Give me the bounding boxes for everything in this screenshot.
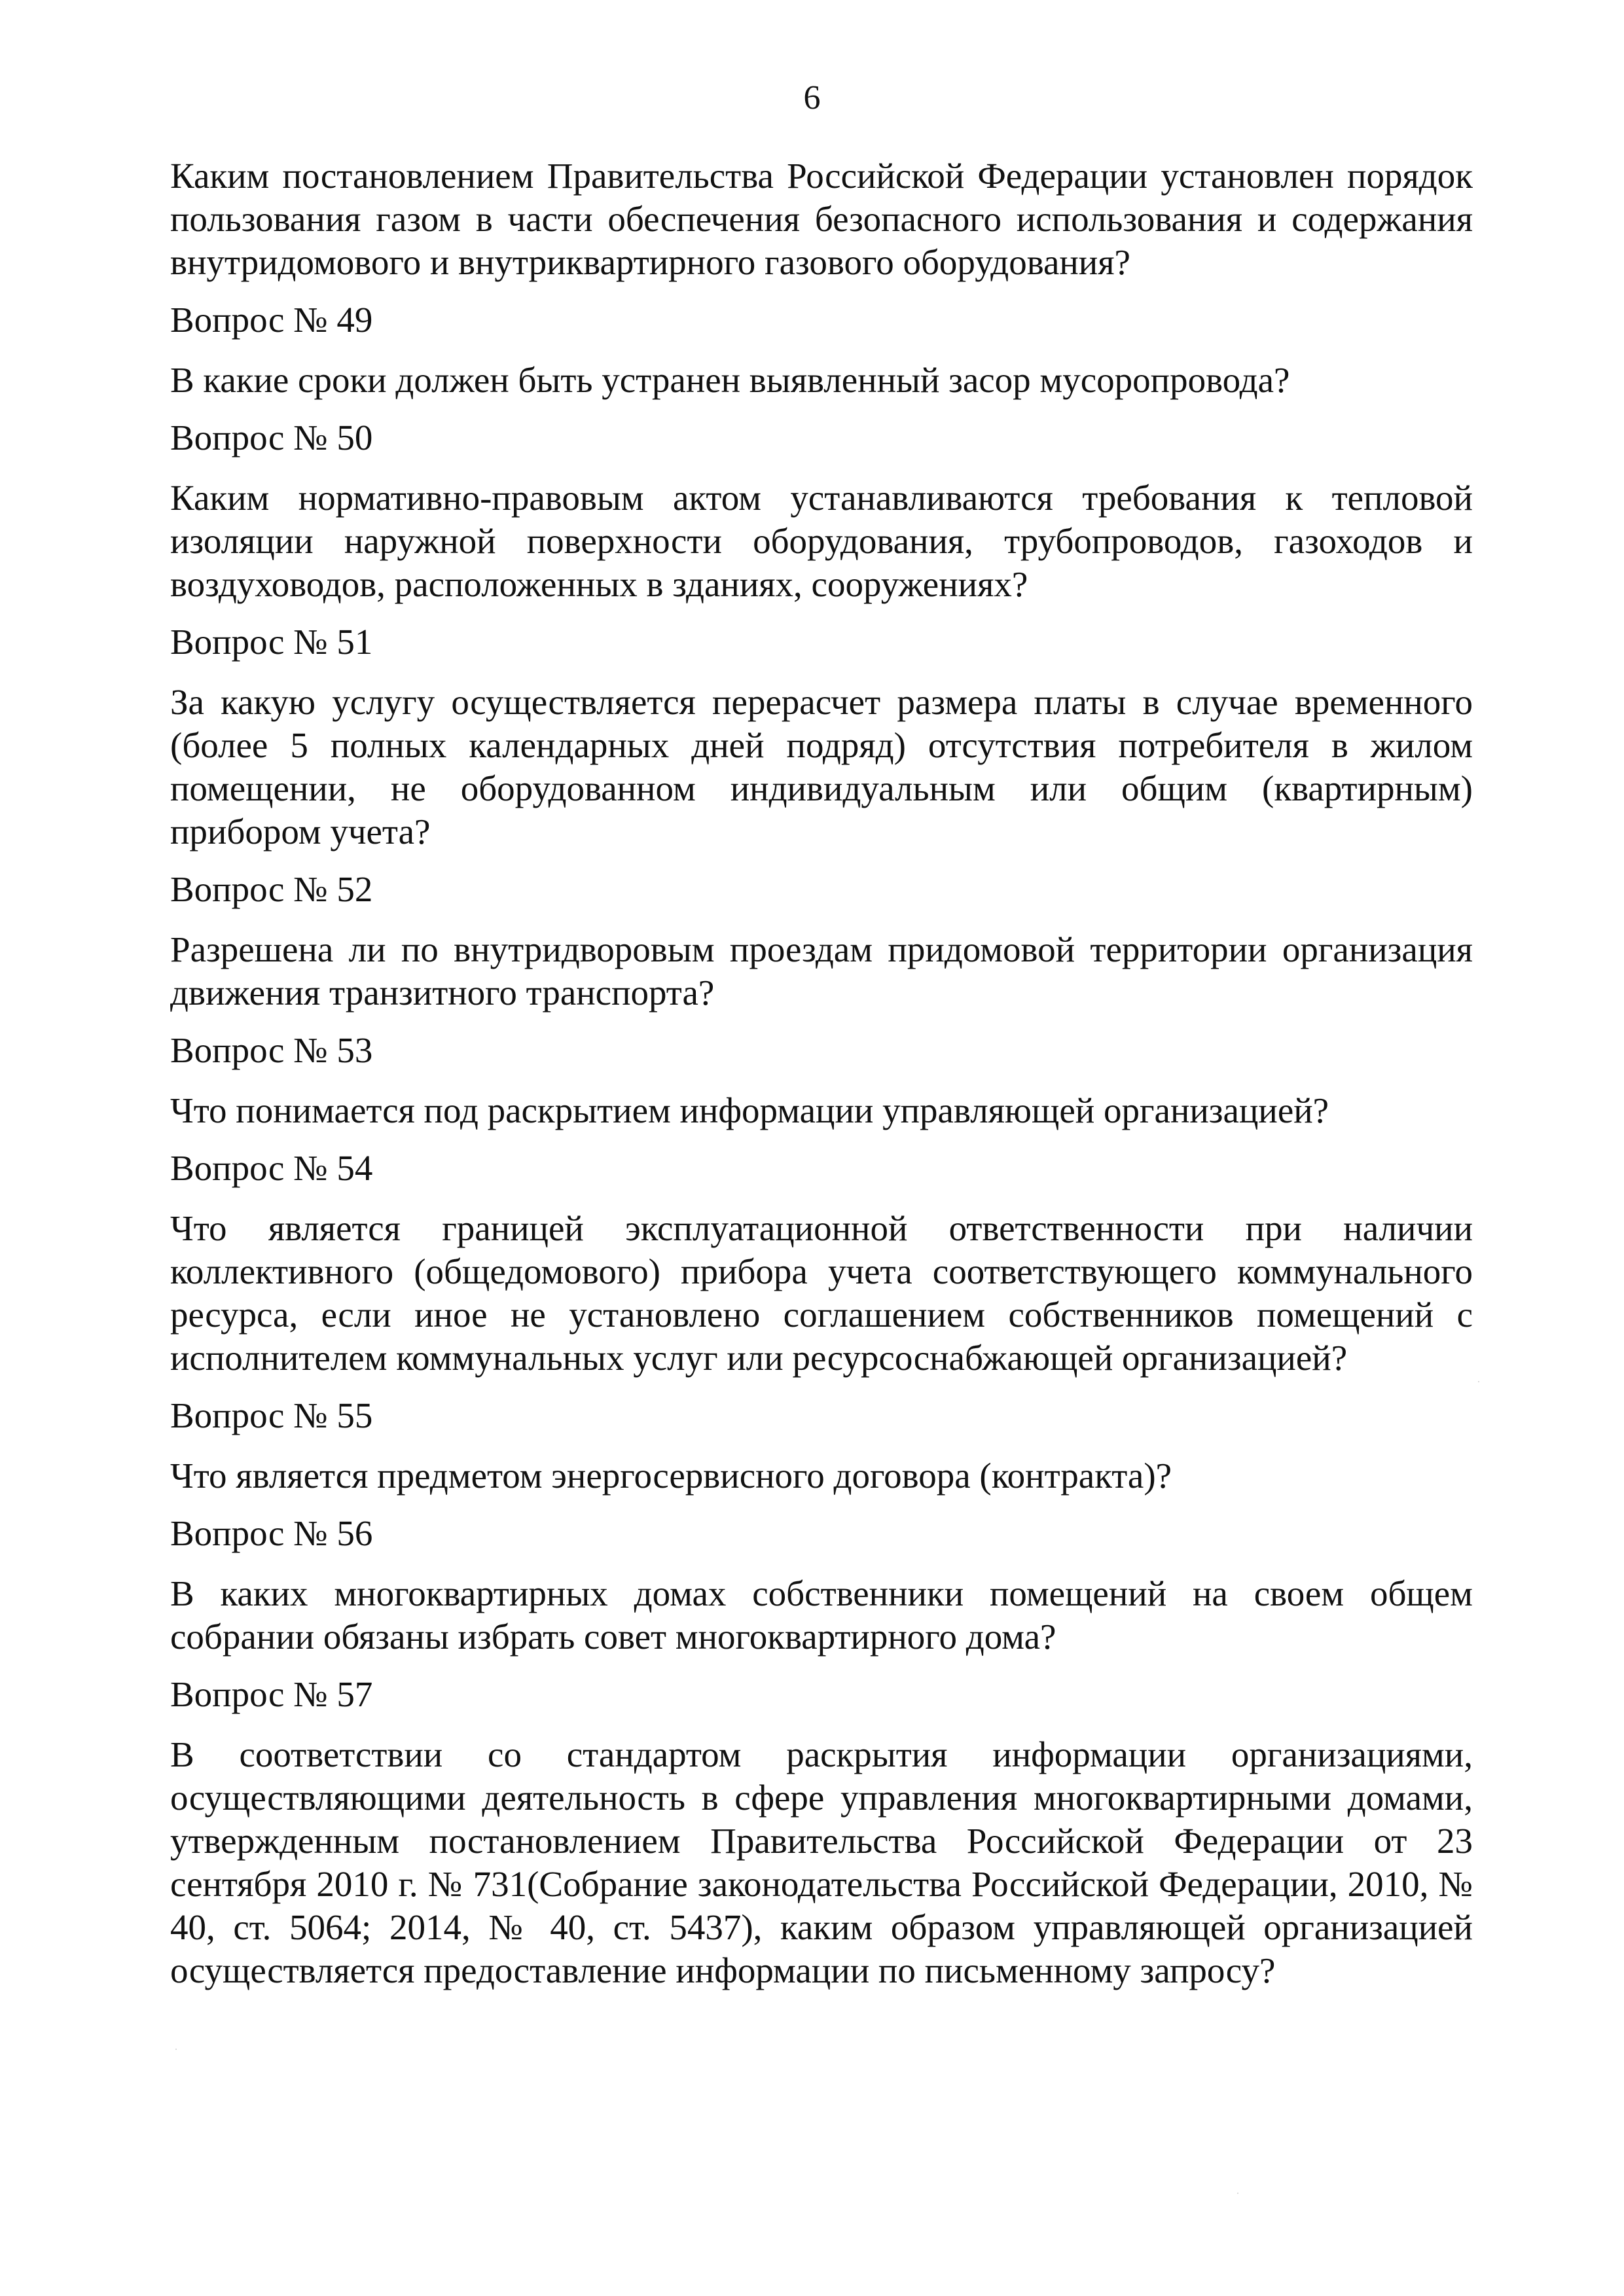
question-text: В какие сроки должен быть устранен выявленный засор мусоропровода? xyxy=(170,360,1290,400)
scan-speck xyxy=(1478,1381,1479,1382)
question-text: В каких многоквартирных домах собственники помещений на своем общем собрании обязаны избрать совет многоквартирного дома? xyxy=(170,1573,1473,1657)
question-label: Вопрос № 49 xyxy=(170,300,373,340)
question-label: Вопрос № 57 xyxy=(170,1674,373,1714)
question-label: Вопрос № 56 xyxy=(170,1513,373,1553)
question-label: Вопрос № 51 xyxy=(170,622,373,662)
question-text: Каким нормативно-правовым актом устанавливаются требования к тепловой изоляции наружной поверхности оборудования, трубопроводов, газоходов и воздуховодов, расположенных в зданиях, сооружениях? xyxy=(170,478,1473,604)
question-label: Вопрос № 55 xyxy=(170,1395,373,1435)
question-label: Вопрос № 54 xyxy=(170,1148,373,1188)
question-text: Разрешена ли по внутридворовым проездам придомовой территории организация движения транзитного транспорта? xyxy=(170,929,1473,1013)
question-label: Вопрос № 50 xyxy=(170,418,373,457)
question-text: Что является границей эксплуатационной ответственности при наличии коллективного (общедомового) прибора учета соответствующего коммунального ресурса, если иное не установлено соглашением собственников помещений с исполнителем коммунальных услуг или ресурсоснабжающей организацией? xyxy=(170,1208,1473,1378)
question-label: Вопрос № 53 xyxy=(170,1030,373,1070)
question-text: Что понимается под раскрытием информации управляющей организацией? xyxy=(170,1090,1329,1130)
question-text: Каким постановлением Правительства Российской Федерации установлен порядок пользования газом в части обеспечения безопасного использования и содержания внутридомового и внутриквартирного газового оборудования? xyxy=(170,156,1473,282)
scan-speck xyxy=(1237,2193,1238,2194)
question-text: В соответствии со стандартом раскрытия информации организациями, осуществляющими деятельность в сфере управления многоквартирными домами, утвержденным постановлением Правительства Российской Федерации от 23 сентября 2010 г. № 731(Собрание законодательства Российской Федерации, 2010, № 40, ст. 5064; 2014, № 40, ст. 5437), каким образом управляющей организацией осуществляется предоставление информации по письменному запросу? xyxy=(170,1734,1473,1990)
question-text: За какую услугу осуществляется перерасчет размера платы в случае временного (более 5 полных календарных дней подряд) отсутствия потребителя в жилом помещении, не оборудованном индивидуальным или общим (квартирным) прибором учета? xyxy=(170,682,1473,852)
questions-list xyxy=(170,154,1473,2007)
question-label: Вопрос № 52 xyxy=(170,869,373,909)
scan-speck xyxy=(175,2049,177,2050)
question-text: Что является предметом энергосервисного договора (контракта)? xyxy=(170,1456,1172,1496)
page-number: 6 xyxy=(803,79,821,117)
